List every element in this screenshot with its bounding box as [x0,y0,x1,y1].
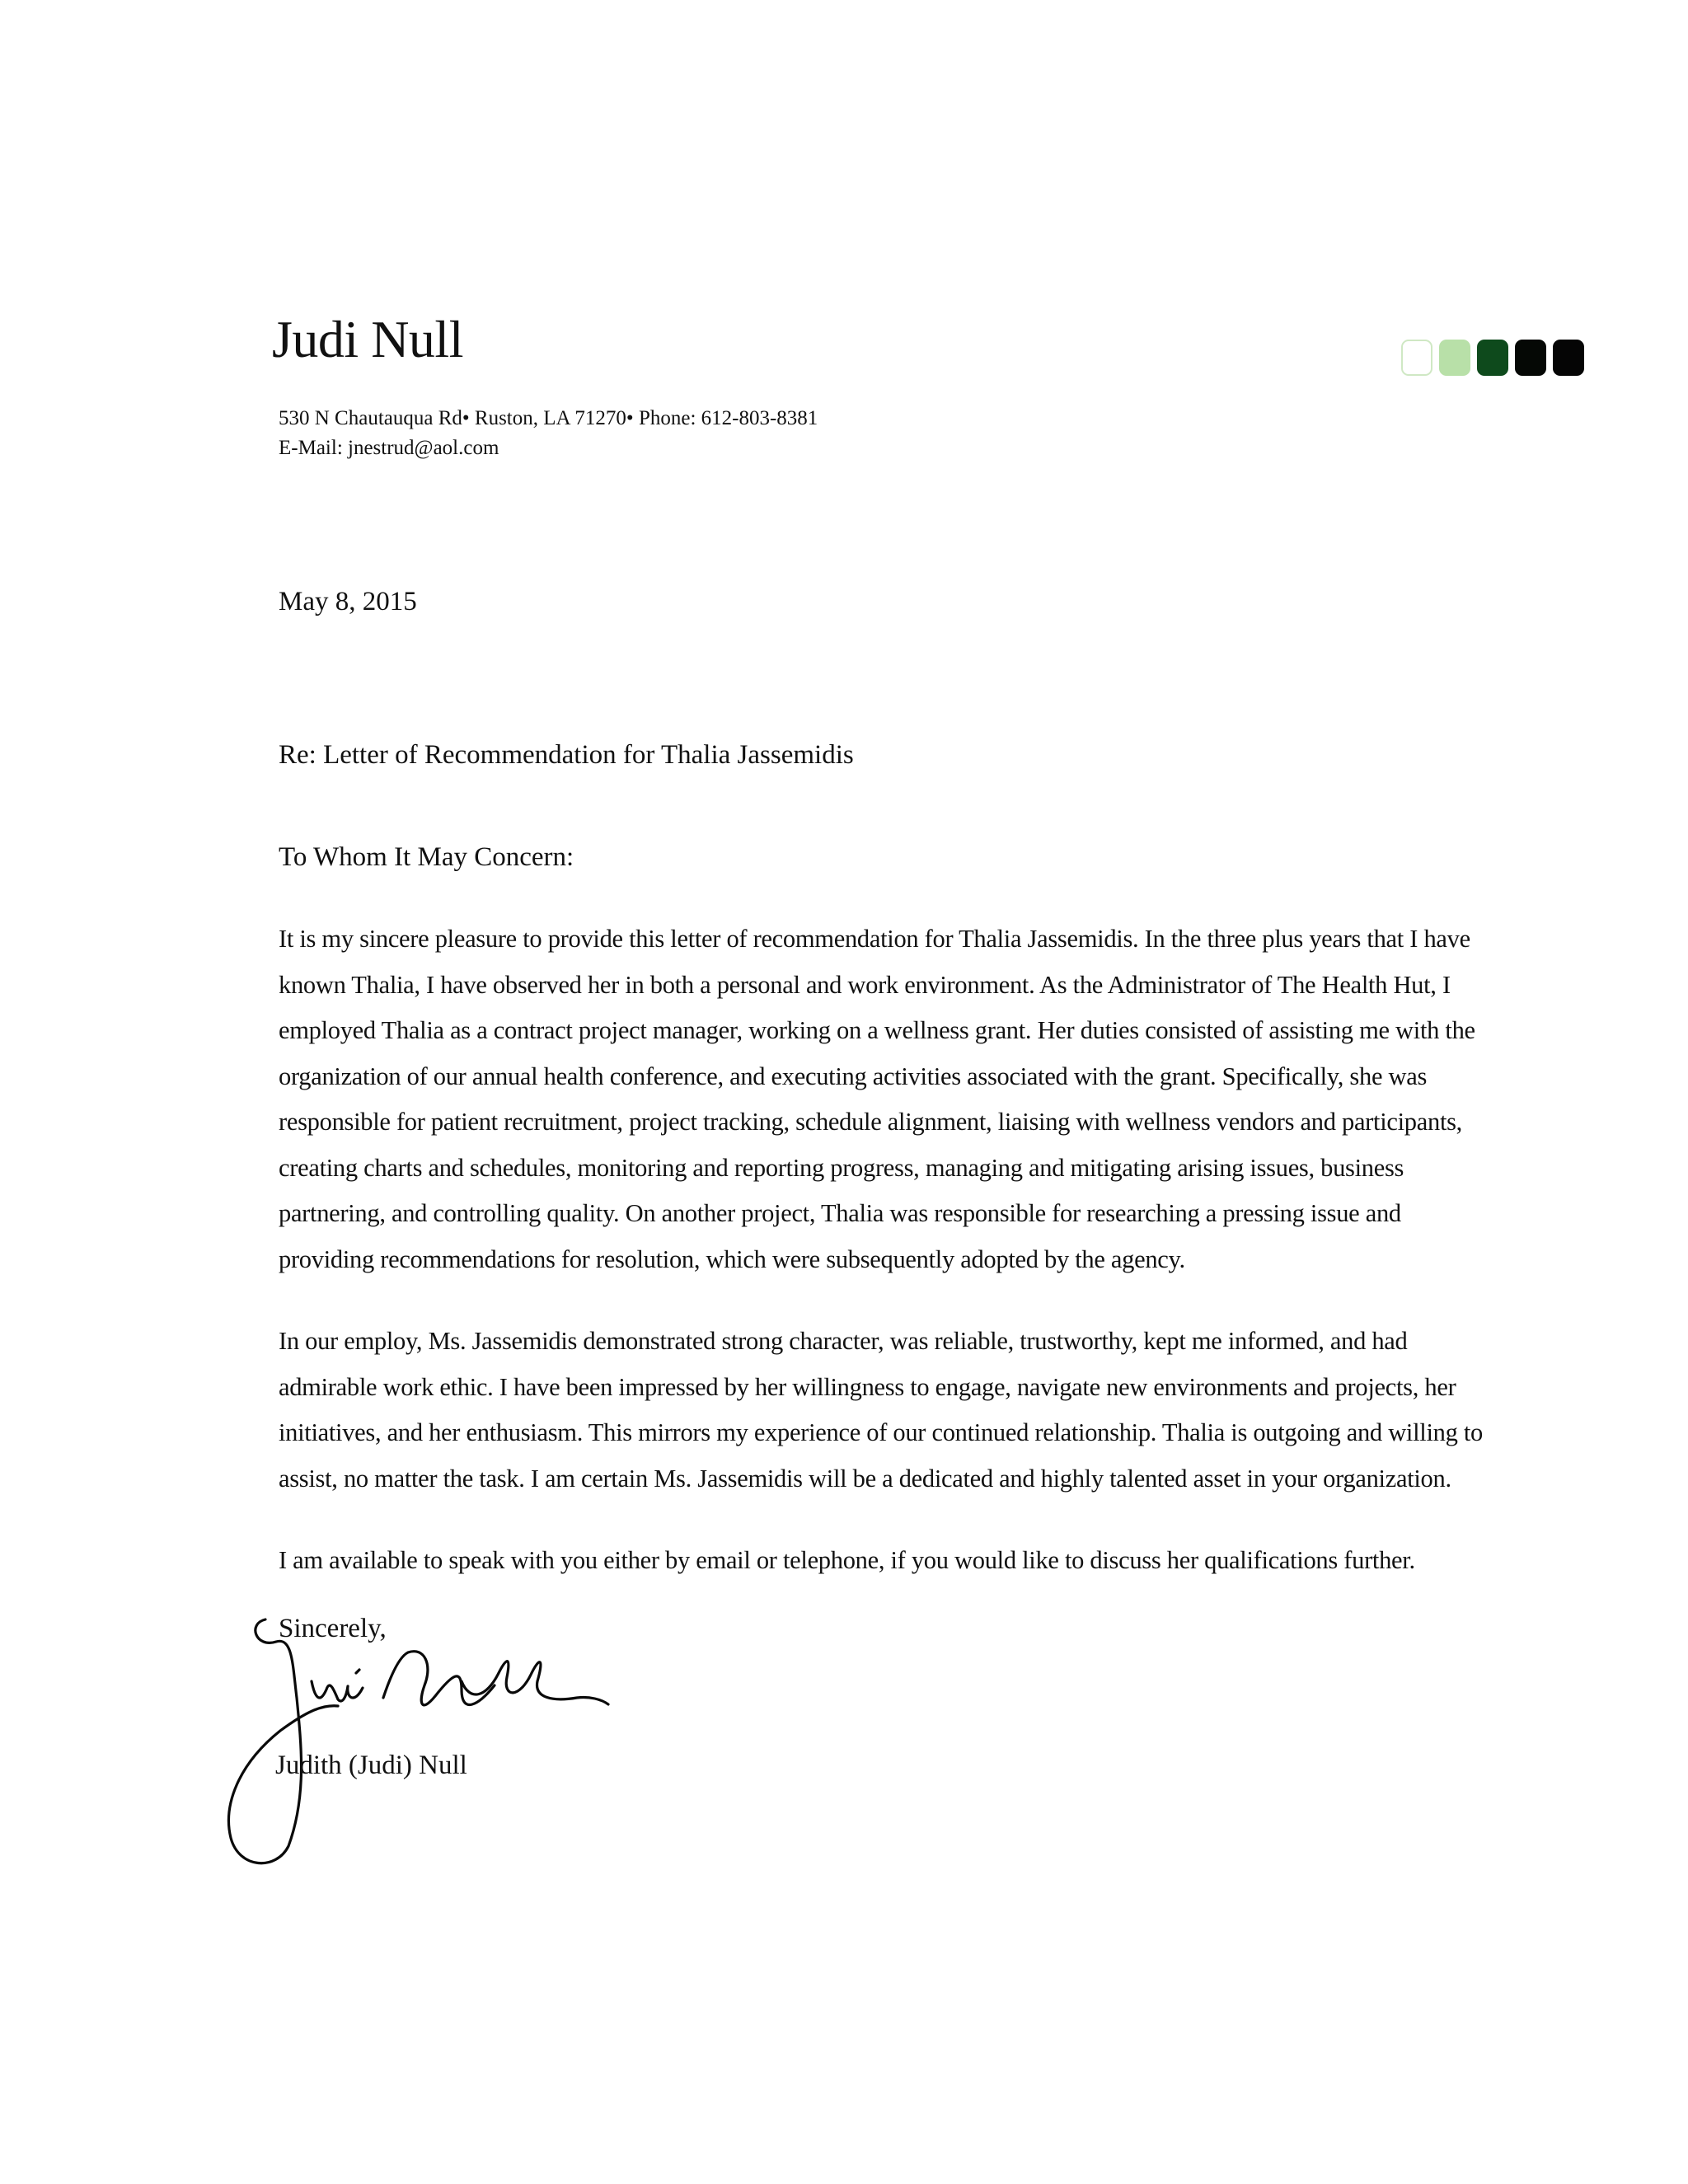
logo-block-pale-green-icon [1439,340,1470,376]
sender-name: Judi Null [272,310,463,368]
body-paragraph [279,1319,1573,1502]
paragraph-line: responsible for patient recruitment, project tracking, schedule alignment, liaising with wellness vendors and participants, [279,1108,1463,1136]
body-paragraph [279,1538,1573,1584]
paragraph-line: organization of our annual health conference, and executing activities associated with the grant. Specifically, she was [279,1062,1428,1090]
logo-blocks-icon [1401,340,1599,377]
paragraph-line: I am available to speak with you either by email or telephone, if you would like to discuss her qualifications further. [279,1546,1415,1574]
paragraph-line: It is my sincere pleasure to provide this letter of recommendation for Thalia Jassemidis. In the three plus years that I have [279,925,1470,953]
signer-name: Judith (Judi) Null [275,1750,467,1780]
paragraph-line: admirable work ethic. I have been impressed by her willingness to engage, navigate new environments and projects, her [279,1372,1456,1401]
address-line: 530 N Chautauqua Rd• Ruston, LA 71270• Phone: 612-803-8381 [279,407,818,429]
paragraph-line: assist, no matter the task. I am certain Ms. Jassemidis will be a dedicated and highly talented asset in your organization. [279,1464,1451,1493]
paragraph-line: In our employ, Ms. Jassemidis demonstrated strong character, was reliable, trustworthy, kept me informed, and had [279,1327,1408,1355]
paragraph-line: initiatives, and her enthusiasm. This mirrors my experience of our continued relationship. Thalia is outgoing and willing to [279,1418,1483,1446]
paragraph-line: partnering, and controlling quality. On another project, Thalia was responsible for researching a pressing issue and [279,1199,1401,1227]
contact-info [279,404,818,463]
logo-block-black-icon [1553,340,1584,376]
body-paragraph [279,916,1573,1282]
letter-date: May 8, 2015 [279,587,417,616]
closing: Sincerely, [279,1614,387,1643]
handwritten-signature-icon [214,1607,626,1871]
paragraph-line: employed Thalia as a contract project manager, working on a wellness grant. Her duties consisted of assisting me with the [279,1016,1475,1044]
subject-line: Re: Letter of Recommendation for Thalia Jassemidis [279,740,854,770]
email-line: E-Mail: jnestrud@aol.com [279,437,499,459]
logo-block-light-icon [1401,340,1432,376]
logo-block-dark-green-icon [1477,340,1508,376]
paragraph-line: known Thalia, I have observed her in both a personal and work environment. As the Administrator of The Health Hut, I [279,970,1451,999]
paragraph-line: providing recommendations for resolution, which were subsequently adopted by the agency. [279,1244,1185,1273]
salutation: To Whom It May Concern: [279,842,574,872]
paragraph-line: creating charts and schedules, monitoring and reporting progress, managing and mitigating arising issues, business [279,1153,1404,1182]
logo-block-black-icon [1515,340,1546,376]
